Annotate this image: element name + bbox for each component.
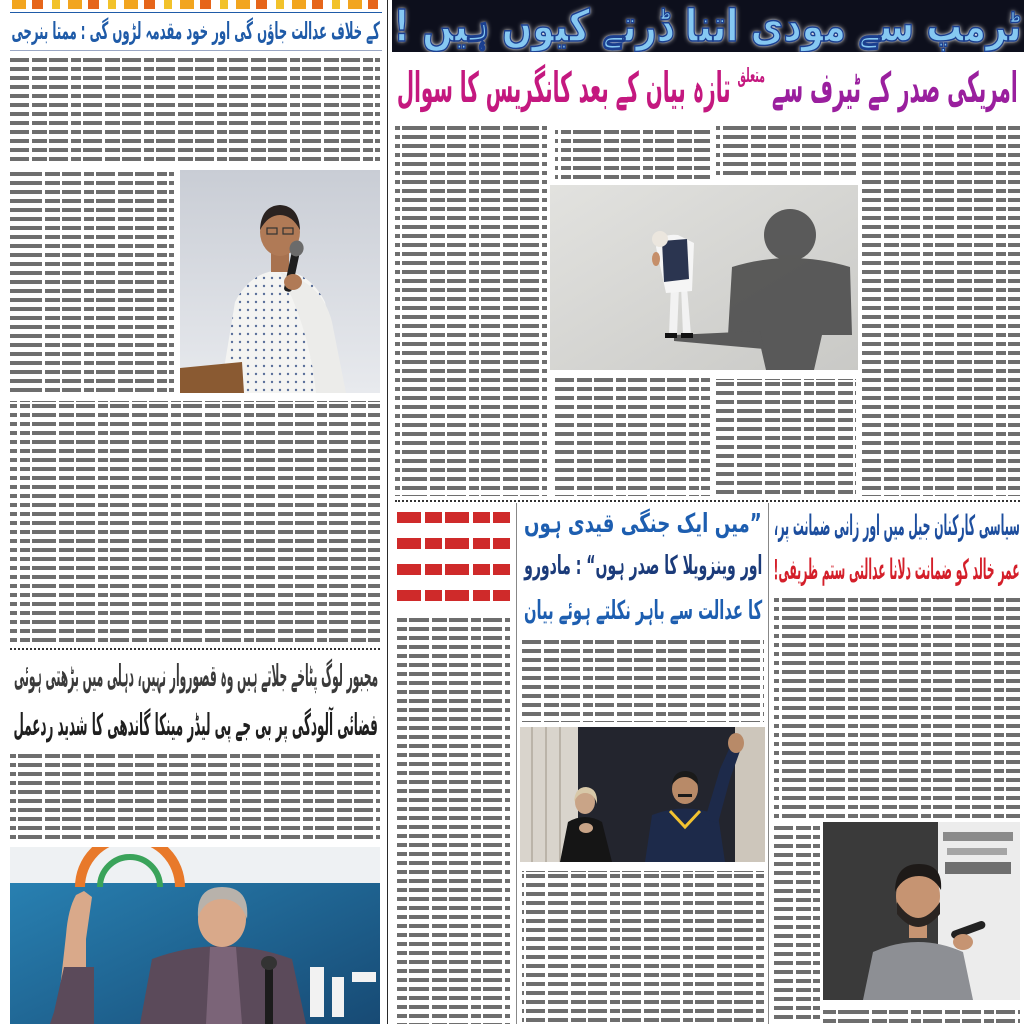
pollution-headline-line1 xyxy=(12,654,380,698)
article-body-text xyxy=(774,824,820,1024)
column-rule xyxy=(516,503,517,1024)
maduro-headline-line3 xyxy=(522,591,764,631)
maduro-headline-line3-text: کا عدالت سے باہر نکلتے ہوئے بیان xyxy=(523,596,763,626)
article-body-text xyxy=(10,398,380,644)
mamata-subheadline xyxy=(10,14,382,48)
tariff-subheadline-part2: متعلق xyxy=(737,62,766,87)
section-divider xyxy=(10,648,380,650)
photo-maduro-waving xyxy=(520,727,765,862)
umar-khalid-headline-line1-text: سیاسی کارکنان جیل میں اور زانی ضمانت پر، xyxy=(774,508,1020,542)
maduro-headline-line1 xyxy=(522,505,764,543)
mamata-subheadline-text: کے خلاف عدالت جاؤں گی اور خود مقدمہ لڑوں گی : ممتا بنرجی xyxy=(11,17,381,45)
umar-khalid-headline-line2-text: عمر خالد کو ضمانت دلانا عدالتی ستم ظریفی! xyxy=(773,552,1021,586)
tariff-subheadline-part1: امریکی صدر کے ٹیرف سے xyxy=(772,62,1018,112)
photo-umar-khalid xyxy=(823,822,1020,1000)
photo-modi-bowing-image xyxy=(550,185,858,370)
section-divider xyxy=(395,500,1020,502)
article-body-text xyxy=(395,124,547,496)
umar-khalid-headline-line1 xyxy=(772,504,1022,546)
cropped-headline-fragment xyxy=(12,0,378,9)
article-body-text xyxy=(555,376,710,496)
column-rule xyxy=(387,0,388,1024)
photo-maneka-gandhi-image xyxy=(10,847,380,1024)
pollution-headline-line2-text: فضائی آلودگی پر بی جے پی لیڈر مینکا گاندھی کا شدید ردعمل xyxy=(13,707,379,743)
maduro-headline-line1-text: ”میں ایک جنگی قیدی ہوں xyxy=(524,509,762,539)
photo-modi-bowing xyxy=(550,185,858,370)
article-body-text xyxy=(10,752,380,840)
article-body-text xyxy=(522,638,764,722)
article-body-text xyxy=(555,124,710,180)
red-brief-headline xyxy=(397,506,510,610)
article-body-text xyxy=(862,124,1020,496)
tariff-subheadline-text xyxy=(397,63,1018,112)
article-body-text xyxy=(397,616,510,1024)
article-body-text xyxy=(716,124,856,180)
photo-maneka-gandhi xyxy=(10,847,380,1024)
article-body-text xyxy=(716,376,856,496)
photo-maduro-waving-image xyxy=(520,727,765,862)
photo-umar-khalid-image xyxy=(823,822,1020,1000)
banner-headline xyxy=(392,0,1024,52)
article-body-text xyxy=(823,1004,1020,1024)
tariff-subheadline-part3: تازہ بیان کے بعد کانگریس کا سوال xyxy=(397,62,731,112)
photo-mamata-banerjee xyxy=(180,170,380,393)
lead-rule xyxy=(10,12,382,13)
article-body-text xyxy=(10,170,174,394)
banner-headline-text: ٹرمپ سے مودی اتنا ڈرتے کیوں ہیں ! xyxy=(394,0,1022,52)
tariff-subheadline xyxy=(395,56,1020,118)
maduro-headline-line2-text: اور وینزویلا کا صدر ہوں“ : مادورو xyxy=(523,551,763,581)
umar-khalid-headline-line2 xyxy=(772,548,1022,590)
maduro-headline-line2 xyxy=(522,547,764,585)
article-body-text xyxy=(522,868,764,1024)
pollution-headline-line1-text: مجبور لوگ پٹاخے جلاتے ہیں وہ قصوروار نہیں، دہلی میں بڑھتی ہوئی xyxy=(13,658,379,694)
lead-rule-bottom xyxy=(10,50,382,51)
pollution-headline-line2 xyxy=(12,703,380,747)
article-body-text xyxy=(774,596,1020,818)
article-body-text xyxy=(10,56,380,166)
column-rule xyxy=(768,503,769,1024)
photo-mamata-banerjee-image xyxy=(180,170,380,393)
